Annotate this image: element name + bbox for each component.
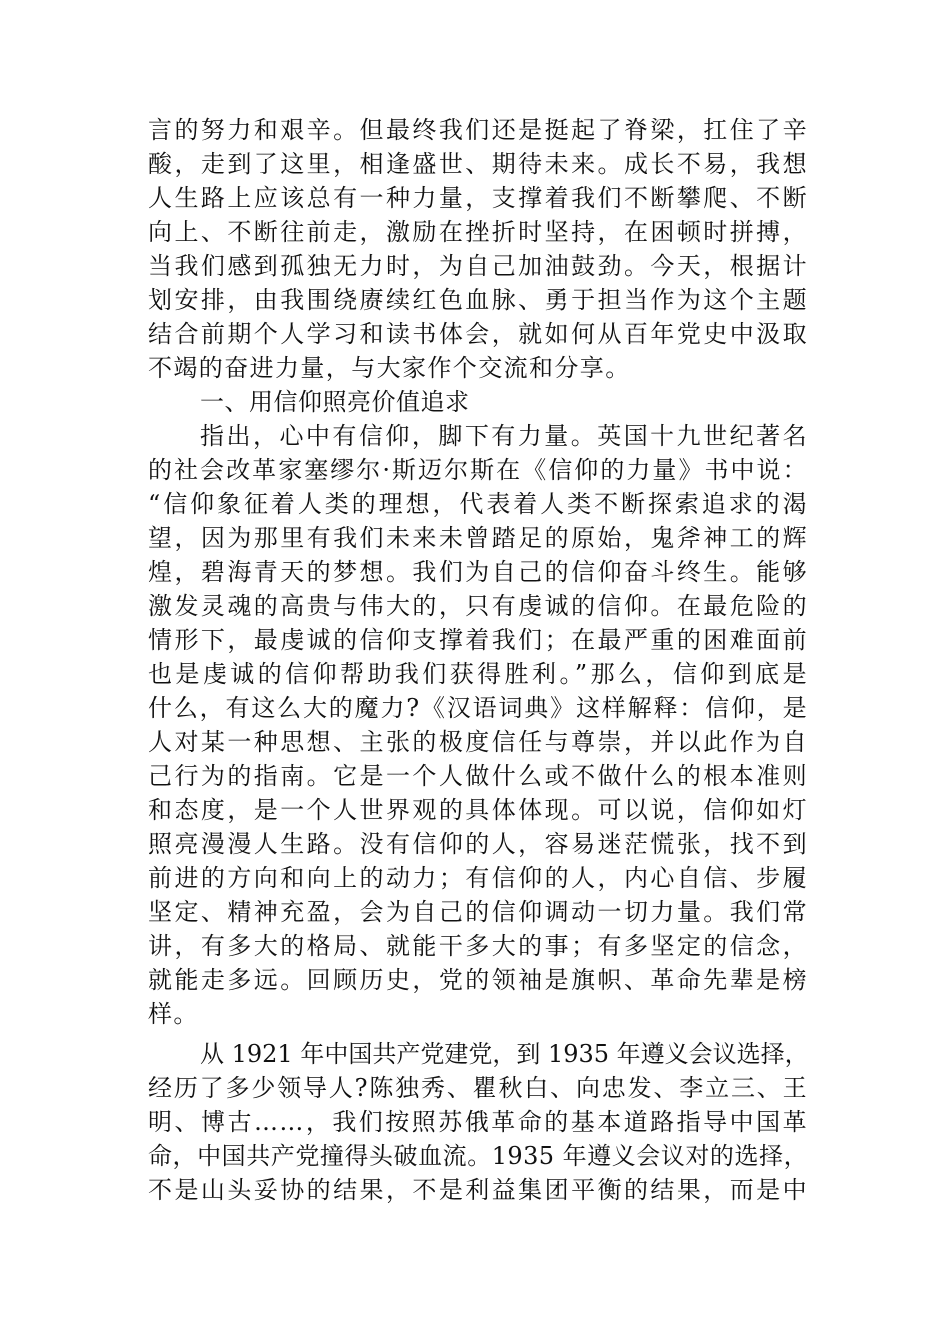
text-line: 当我们感到孤独无力时，为自己加油鼓劲。今天，根据计 bbox=[148, 252, 808, 280]
text-line: 望，因为那里有我们未来未曾踏足的原始，鬼斧神工的辉 bbox=[148, 524, 808, 552]
text-line: 不是山头妥协的结果，不是利益集团平衡的结果，而是中 bbox=[148, 1176, 808, 1204]
text-line: 明、博古……，我们按照苏俄革命的基本道路指导中国革 bbox=[148, 1108, 808, 1136]
section-heading: 一、用信仰照亮价值追求 bbox=[200, 388, 470, 416]
history-paragraph bbox=[148, 1037, 808, 1207]
text-line: 就能走多远。回顾历史，党的领袖是旗帜、革命先辈是榜 bbox=[148, 966, 808, 994]
text-line: 前进的方向和向上的动力；有信仰的人，内心自信、步履 bbox=[148, 864, 808, 892]
text-line: 也是虔诚的信仰帮助我们获得胜利。”那么，信仰到底是 bbox=[148, 660, 808, 688]
text-line: 结合前期个人学习和读书体会，就如何从百年党史中汲取 bbox=[148, 320, 808, 348]
text-line: 坚定、精神充盈，会为自己的信仰调动一切力量。我们常 bbox=[148, 898, 808, 926]
text-line: 情形下，最虔诚的信仰支撑着我们；在最严重的困难面前 bbox=[148, 626, 808, 654]
text-line: 人生路上应该总有一种力量，支撑着我们不断攀爬、不断 bbox=[148, 184, 808, 212]
text-line: 什么，有这么大的魔力?《汉语词典》这样解释：信仰，是 bbox=[148, 694, 808, 722]
text-line: 讲，有多大的格局、就能干多大的事；有多坚定的信念， bbox=[148, 932, 808, 960]
text-line: 言的努力和艰辛。但最终我们还是挺起了脊梁，扛住了辛 bbox=[148, 116, 808, 144]
text-line: 己行为的指南。它是一个人做什么或不做什么的根本准则 bbox=[148, 762, 808, 790]
text-line: “信仰象征着人类的理想，代表着人类不断探索追求的渴 bbox=[148, 490, 808, 518]
text-line: 向上、不断往前走，激励在挫折时坚持，在困顿时拼搏， bbox=[148, 218, 808, 246]
text-line: 激发灵魂的高贵与伟大的，只有虔诚的信仰。在最危险的 bbox=[148, 592, 808, 620]
text-line: 不竭的奋进力量，与大家作个交流和分享。 bbox=[148, 354, 631, 382]
text-line: 样。 bbox=[148, 1000, 199, 1028]
belief-paragraph bbox=[148, 419, 808, 1031]
text-line: 命，中国共产党撞得头破血流。1935 年遵义会议对的选择， bbox=[148, 1142, 808, 1170]
text-line: 人对某一种思想、主张的极度信任与尊崇，并以此作为自 bbox=[148, 728, 808, 756]
text-line: 照亮漫漫人生路。没有信仰的人，容易迷茫慌张，找不到 bbox=[148, 830, 808, 858]
document-body bbox=[148, 113, 808, 1207]
text-line: 的社会改革家塞缪尔·斯迈尔斯在《信仰的力量》书中说： bbox=[148, 456, 808, 484]
text-line: 划安排，由我围绕赓续红色血脉、勇于担当作为这个主题 bbox=[148, 286, 808, 314]
text-line: 酸，走到了这里，相逢盛世、期待未来。成长不易，我想 bbox=[148, 150, 808, 178]
text-line: 和态度，是一个人世界观的具体体现。可以说，信仰如灯 bbox=[148, 796, 808, 824]
text-line: 指出，心中有信仰，脚下有力量。英国十九世纪著名 bbox=[200, 422, 808, 450]
intro-paragraph bbox=[148, 113, 808, 385]
text-line: 经历了多少领导人?陈独秀、瞿秋白、向忠发、李立三、王 bbox=[148, 1074, 808, 1102]
text-line: 从 1921 年中国共产党建党，到 1935 年遵义会议选择， bbox=[200, 1040, 809, 1068]
text-line: 煌，碧海青天的梦想。我们为自己的信仰奋斗终生。能够 bbox=[148, 558, 808, 586]
